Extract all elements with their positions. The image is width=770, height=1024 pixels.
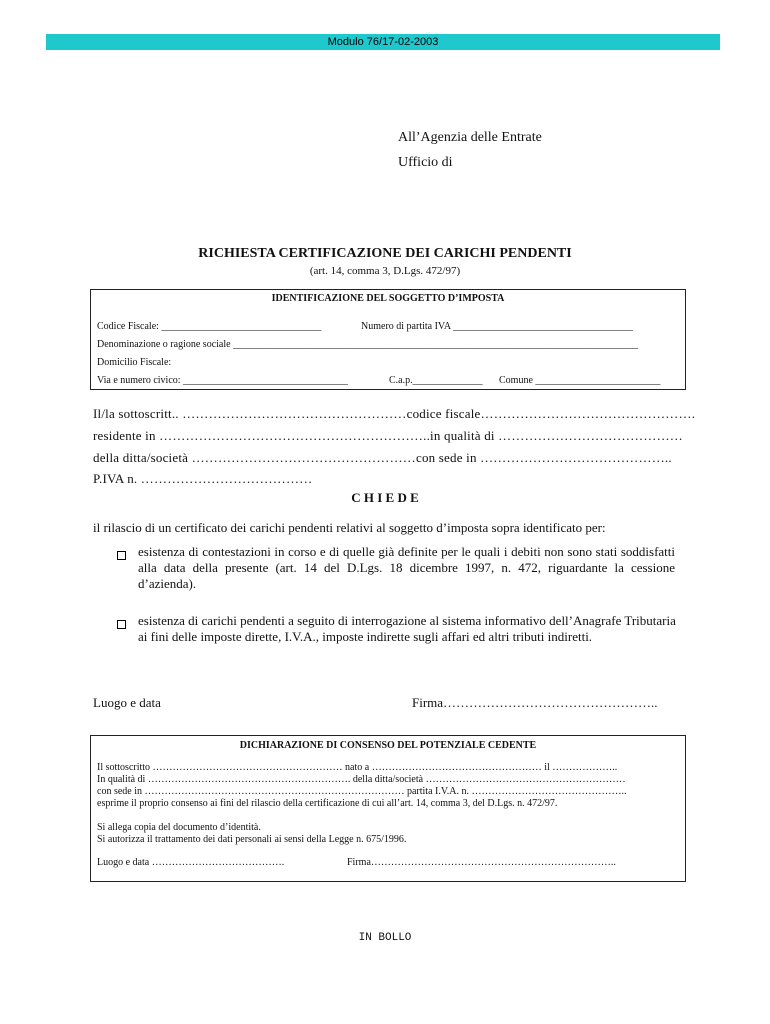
denominazione-field[interactable]: Denominazione o ragione sociale _________________________________________________________________________________ bbox=[97, 339, 639, 350]
consent-privacy-note: Si autorizza il trattamento dei dati personali ai sensi della Legge n. 675/1996. bbox=[97, 834, 407, 845]
checkbox-icon[interactable] bbox=[117, 620, 126, 629]
declarant-piva-line[interactable]: P.IVA n. ………………………………… bbox=[93, 471, 313, 486]
form-code: Modulo 76/17-02-2003 bbox=[327, 36, 439, 48]
option1-text: esistenza di contestazioni in corso e di quelle già definite per le quali i debiti non sono stati soddisfatti alla data della presente (art. 14 del D.Lgs. 18 dicembre 1997, n. 472, riguardante la cessione d’azienda). bbox=[138, 544, 675, 591]
recipient-office: Ufficio di bbox=[398, 155, 453, 170]
option2-text: esistenza di carichi pendenti a seguito di interrogazione al sistema informativo dell’Anagrafe Tributaria ai fini delle imposte dirette, I.V.A., imposte indirette sugli affari ed altri tributi indiretti. bbox=[138, 613, 676, 644]
partita-iva-field[interactable]: Numero di partita IVA ____________________________________ bbox=[361, 321, 634, 332]
option1-checkbox[interactable] bbox=[117, 548, 140, 566]
consent-id-note: Si allega copia del documento d’identità. bbox=[97, 822, 261, 833]
via-field[interactable]: Via e numero civico: _________________________________ bbox=[97, 375, 349, 386]
domicilio-label: Domicilio Fiscale: bbox=[97, 357, 172, 368]
declarant-name-line[interactable]: Il/la sottoscritt.. ……………………………………………codice fiscale…………………………………………. bbox=[93, 406, 696, 421]
request-intro: il rilascio di un certificato dei carichi pendenti relativi al soggetto d’imposta sopra identificato per: bbox=[93, 520, 606, 535]
identification-box bbox=[90, 289, 686, 390]
identification-heading: IDENTIFICAZIONE DEL SOGGETTO D’IMPOSTA bbox=[271, 293, 505, 304]
recipient-agency: All’Agenzia delle Entrate bbox=[398, 130, 542, 145]
consent-heading: DICHIARAZIONE DI CONSENSO DEL POTENZIALE CEDENTE bbox=[239, 740, 537, 751]
checkbox-icon[interactable] bbox=[117, 551, 126, 560]
codice-fiscale-field[interactable]: Codice Fiscale: ________________________________ bbox=[97, 321, 322, 332]
consent-box bbox=[90, 735, 686, 882]
consent-place-date[interactable]: Luogo e data …………………………………. bbox=[97, 857, 285, 868]
document-subtitle: (art. 14, comma 3, D.Lgs. 472/97) bbox=[309, 265, 461, 277]
signature-field[interactable]: Firma………………………………………….. bbox=[412, 695, 658, 710]
consent-seat-line[interactable]: con sede in …………………………………………………………………… partita I.V.A. n. ……………………………………….. bbox=[97, 786, 627, 797]
place-date-label[interactable]: Luogo e data bbox=[93, 695, 161, 710]
cap-field[interactable]: C.a.p.______________ bbox=[389, 375, 483, 386]
declarant-company-line[interactable]: della ditta/società ……………………………………………con sede in …………………………………….. bbox=[93, 450, 672, 465]
declarant-residence-line[interactable]: residente in ……………………………………………………..in qualità di …………………………………… bbox=[93, 428, 683, 443]
consent-name-line[interactable]: Il sottoscritto ………………………………………………… nato a …………………………………………… il ……………….. bbox=[97, 762, 618, 773]
document-title: RICHIESTA CERTIFICAZIONE DEI CARICHI PENDENTI bbox=[198, 246, 572, 261]
consent-statement: esprime il proprio consenso ai fini del rilascio della certificazione di cui all’art. 14, comma 3, del D.Lgs. n. 472/97. bbox=[97, 798, 558, 809]
comune-field[interactable]: Comune _________________________ bbox=[499, 375, 661, 386]
consent-signature[interactable]: Firma……………………………………………………………….. bbox=[347, 857, 616, 868]
stamp-note: IN BOLLO bbox=[358, 932, 412, 944]
form-code-bar bbox=[46, 34, 720, 50]
consent-role-line[interactable]: In qualità di ……………………………………………………. della ditta/società …………………………………………………… bbox=[97, 774, 626, 785]
option2-checkbox[interactable] bbox=[117, 617, 140, 635]
chiede-heading: C H I E D E bbox=[351, 490, 419, 505]
